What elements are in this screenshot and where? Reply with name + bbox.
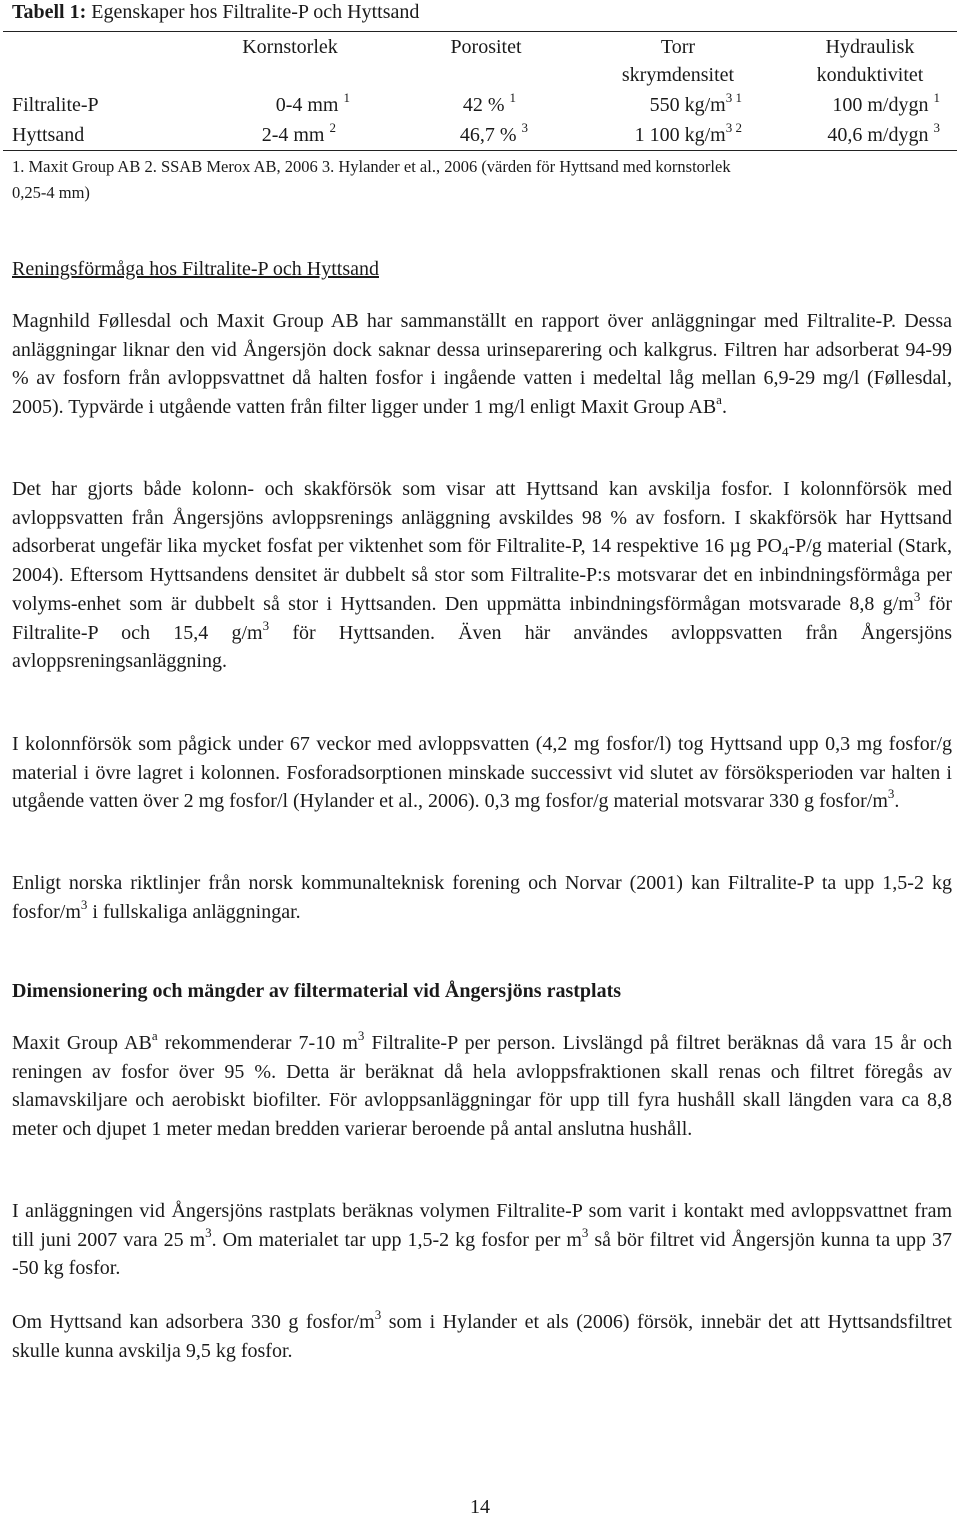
text: . xyxy=(721,396,727,419)
superscript: 3 xyxy=(581,1224,589,1240)
section-heading-dimensionering: Dimensionering och mängder av filtermaterial vid Ångersjöns rastplats xyxy=(12,980,622,1002)
text: för Filtralite-P och 15,4 g/m xyxy=(12,592,952,644)
table-footnote-line2: 0,25-4 mm) xyxy=(12,183,90,202)
table-top-rule xyxy=(3,31,957,32)
text: . Om materialet tar upp 1,5-2 kg fosfor per m xyxy=(211,1228,582,1251)
row-hyttsand-name: Hyttsand xyxy=(12,124,85,146)
ref: a xyxy=(716,392,722,408)
text: Filtralite-P per person. Livslängd på filtret beräknas då vara 15 år och reningen av fosfor över 95 %. Detta är beräknat då hela avloppsfraktionen skall renas och filtret föregås av slamavskiljare och aerobiskt biofilter. För avloppsanläggningar för upp till fyra hushåll skall längden vara ca 8,8 meter och djupet 1 meter medan bredden varierar beroende på antal anslutna hushåll. xyxy=(12,1032,952,1141)
cell-value: 0-4 mm xyxy=(275,94,339,116)
table-title: Egenskaper hos Filtralite-P och Hyttsand xyxy=(91,1,420,23)
row-hyttsand-hyd xyxy=(770,121,940,149)
text: Maxit Group AB xyxy=(12,1032,152,1054)
header-skrymdensitet: skrymdensitet xyxy=(621,64,735,86)
superscript: a xyxy=(151,1028,158,1043)
row-filtralite-name: Filtralite-P xyxy=(12,94,99,116)
subscript: 4 xyxy=(781,544,789,560)
cell-value: 2-4 mm xyxy=(261,124,325,146)
table-footnote-line1: 1. Maxit Group AB 2. SSAB Merox AB, 2006 3. Hylander et al., 2006 (värden för Hyttsand med kornstorlek xyxy=(12,157,731,176)
text: i fullskaliga anläggningar. xyxy=(87,900,301,923)
cell-ref: 1 xyxy=(509,90,516,105)
text: Det har gjorts både kolonn- och skakförsök som visar att Hyttsand kan avskilja fosfor. I kolonnförsök med avloppsvatten från Ångersjöns avloppsrenings anläggning avskildes 98 % av fosforn. I skakförsök har Hyttsand adsorberat ungefär lika mycket fosfat per viktenhet som för Filtralite-P, 14 respektive 16 µg PO xyxy=(12,478,952,558)
text: I kolonnförsök som pågick under 67 veckor med avloppsvatten (4,2 mg fosfor/l) tog Hyttsand upp 0,3 mg fosfor/g material i övre lagret i kolonnen. Fosforadsorptionen minskade successivt vid slutet av försöksperioden var halten i utgående vatten över 2 mg fosfor/l (Hylander et al., 2006). 0,3 mg fosfor/g material motsvarar 330 g fosfor/m xyxy=(12,733,952,813)
table-caption xyxy=(12,0,419,24)
row-hyttsand-korn xyxy=(200,121,336,149)
cell-value: 1 100 kg/m xyxy=(634,124,726,146)
row-filtralite-dens xyxy=(560,91,742,119)
superscript: 3 xyxy=(374,1307,382,1322)
row-filtralite-poro xyxy=(380,91,516,119)
cell-ref: 3 2 xyxy=(725,120,742,135)
row-filtralite-korn xyxy=(200,91,350,119)
header-porositet: Porositet xyxy=(450,36,522,58)
cell-value: 42 % xyxy=(462,94,505,116)
cell-ref: 3 1 xyxy=(725,90,742,105)
text: så bör filtret vid Ångersjön kunna ta upp 37 -50 kg fosfor. xyxy=(12,1228,953,1280)
superscript: 3 xyxy=(913,588,921,604)
header-torr: Torr xyxy=(660,36,696,58)
superscript: 3 xyxy=(887,786,895,802)
superscript: 3 xyxy=(205,1224,212,1240)
text: . xyxy=(894,790,900,813)
cell-ref: 1 xyxy=(343,90,350,105)
row-hyttsand-dens xyxy=(560,121,742,149)
superscript: 3 xyxy=(357,1028,365,1043)
cell-ref: 1 xyxy=(933,90,940,105)
paragraph-2 xyxy=(12,475,952,676)
page-number: 14 xyxy=(470,1496,490,1518)
text: I anläggningen vid Ångersjöns rastplats beräknas volymen Filtralite-P som varit i kontakt med avloppsvattnet fram till juni 2007 vara 25 m xyxy=(12,1200,952,1251)
text: Magnhild Føllesdal och Maxit Group AB har sammanställt en rapport över anläggningar med Filtralite-P. Dessa anläggningar liknar den vid Ångersjön dock saknar dessa urinseparering och kalkgrus. Filtren har adsorberat 94-99 % av fosforn från avloppsvattnet då halten fosfor i ingående vatten i medeltal låg mellan 6,9-29 mg/l (Føllesdal, 2005). Typvärde i utgående vatten från filter ligger under 1 mg/l enligt Maxit Group AB xyxy=(12,310,952,419)
table-label: Tabell 1: xyxy=(12,1,87,23)
text: för Hyttsanden. Även här användes avloppsvatten från Ångersjöns avloppsreningsanläggning. xyxy=(12,621,952,673)
cell-ref: 3 xyxy=(521,120,528,135)
cell-value: 40,6 m/dygn xyxy=(827,124,929,146)
text: Enligt norska riktlinjer från norsk kommunalteknisk forening och Norvar (2001) kan Filtralite-P ta upp 1,5-2 kg fosfor/m xyxy=(12,872,952,923)
table-bottom-rule xyxy=(3,150,957,151)
cell-value: 46,7 % xyxy=(459,124,517,146)
paragraph-7 xyxy=(12,1308,952,1365)
paragraph-4 xyxy=(12,869,952,926)
cell-value: 550 kg/m xyxy=(649,94,726,116)
row-hyttsand-poro xyxy=(380,121,528,149)
text: Om Hyttsand kan adsorbera 330 g fosfor/m xyxy=(12,1311,375,1333)
paragraph-5 xyxy=(12,1029,952,1144)
cell-ref: 3 xyxy=(933,120,940,135)
text: rekommenderar 7-10 m xyxy=(157,1032,358,1054)
paragraph-6 xyxy=(12,1197,952,1283)
paragraph-3 xyxy=(12,730,952,816)
header-hydraulisk: Hydraulisk xyxy=(825,36,915,58)
text: -P/g material (Stark, 2004). Eftersom Hyttsandens densitet är dubbelt så stor som Filtralite-P:s motsvarar det en inbindningsförmåga per volyms-enhet som är dubbelt så stor i Hyttsanden. Den uppmätta inbindningsförmågan motsvarade 8,8 g/m xyxy=(12,535,953,615)
text: som i Hylander et als (2006) försök, innebär det att Hyttsandsfiltret skulle kunna avskilja 9,5 kg fosfor. xyxy=(12,1311,952,1362)
header-kornstorlek: Kornstorlek xyxy=(242,36,338,58)
row-filtralite-hyd xyxy=(770,91,940,119)
cell-value: 100 m/dygn xyxy=(832,94,929,116)
paragraph-1 xyxy=(12,307,952,422)
header-konduktivitet: konduktivitet xyxy=(816,64,924,86)
superscript: 3 xyxy=(80,896,88,912)
cell-ref: 2 xyxy=(329,120,336,135)
superscript: 3 xyxy=(262,617,270,633)
section-heading-reningsformaga: Reningsförmåga hos Filtralite-P och Hyttsand xyxy=(12,258,379,280)
